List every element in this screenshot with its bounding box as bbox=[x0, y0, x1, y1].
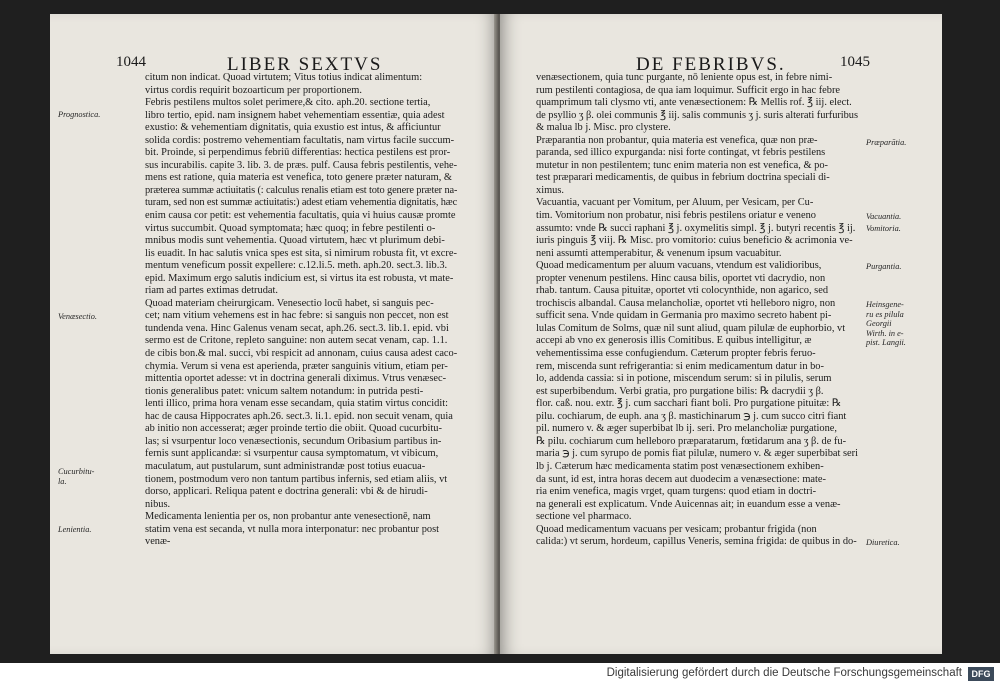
right-line: quamprimum tali clysmo vti, ante venæsectionem: ℞ Mellis rof. ℥ iij. elect. bbox=[536, 97, 852, 109]
margin-note-cucurbitulae-line1: Cucurbitu- bbox=[58, 467, 95, 476]
right-line: maria ℈ j. cum syrupo de pomis fiat pilulæ, numero v. & æger superbibat seri bbox=[536, 448, 858, 460]
right-line: de psyllio ʒ β. olei communis ℥ iij. salis communis ʒ j. suris alterati furfuribus bbox=[536, 109, 858, 121]
margin-note-diuretica: Diuretica. bbox=[866, 538, 900, 547]
left-line: mittentia oportet adesse: vt in doctrina generali diximus. Vtrus venæsec- bbox=[145, 373, 447, 385]
margin-note-cucurbitulae bbox=[58, 467, 94, 486]
footer-bar bbox=[0, 663, 1000, 685]
margin-note-heins-line2: ru es pilula bbox=[866, 309, 904, 319]
right-line: tim. Vomitorium non probatur, nisi febris pestilens oriatur e veneno bbox=[536, 210, 816, 222]
left-line: virtus cordis requirit bozoarticum per proportionem. bbox=[145, 84, 362, 96]
left-body-text bbox=[145, 72, 457, 549]
right-line: lb j. Cæterum hæc medicamenta statim post venæsectionem exhiben- bbox=[536, 460, 824, 472]
right-line: pilu. cochiarum, de euph. ana ʒ β. mastichinarum ℈ j. cum succo citri fiant bbox=[536, 410, 847, 422]
right-running-title: DE FEBRIBVS. bbox=[636, 54, 786, 75]
right-page-number: 1045 bbox=[840, 54, 870, 70]
left-line: dorso, applicari. Reliqua patent e doctrina generali: vbi & de hirudi- bbox=[145, 486, 428, 498]
right-body-text bbox=[536, 72, 858, 549]
right-line: rum pestilenti contagiosa, de qua iam loquimur. Sufficit ergo in hac febre bbox=[536, 84, 841, 96]
right-line: lulas Comitum de Solms, quæ nil sunt aliud, quam pilulæ de euphorbio, vt bbox=[536, 322, 846, 334]
right-line: Præparantia non probantur, quia materia est venefica, quæ non præ- bbox=[536, 134, 818, 146]
left-line: mentum veneficum possit expellere: c.12.li.5. meth. aph.20. sect.3. lib.3. bbox=[145, 260, 448, 272]
left-line: epid. Maximum ergo salutis indicium est, si virtus ita est robusta, vt mate- bbox=[145, 272, 454, 284]
right-line: lo, addenda cassia: si in potione, miscendum serum: si in pilulis, serum bbox=[536, 373, 832, 385]
right-line: neni assumti attemperabitur, & venenum ipsum vacuabitur. bbox=[536, 247, 782, 259]
left-line: virtus succumbit. Quoad symptomata; hæc quoq; in febre pestilenti o- bbox=[145, 222, 436, 234]
right-line: assumto: vnde ℞ succi raphani ℥ j. oxymelitis simpl. ℥ j. butyri recentis ℥ ij. bbox=[536, 222, 856, 234]
left-line: statim vena est secanda, vt nulla mora interponatur: nec probantur post bbox=[145, 523, 440, 535]
left-line: citum non indicat. Quoad virtutem; Vitus totius indicat alimentum: bbox=[145, 72, 423, 83]
right-line: ria enim venefica, magis vrget, quam turgens: quod etiam in doctri- bbox=[536, 486, 817, 498]
left-running-title: LIBER SEXTVS bbox=[227, 54, 383, 75]
left-line: lenti illico, prima hora venam esse secandam, quia statim virtus concidit: bbox=[145, 398, 448, 410]
left-line: exustio: & vehementiam dignitatis, quia exustio est intus, & afficiuntur bbox=[145, 122, 441, 134]
left-line: ab initio non accesserat; æger proinde tertio die obiit. Quoad cucurbitu- bbox=[145, 423, 442, 435]
left-line: cet; nam vitium vehemens est in hac febre: si sanguis non peccet, non est bbox=[145, 310, 449, 322]
right-line: rhab. tantum. Causa pituitæ, oportet vti colocynthide, non agarico, sed bbox=[536, 285, 829, 297]
right-line: calida:) vt serum, hordeum, capillus Veneris, semina frigida: de quibus in do- bbox=[536, 536, 857, 548]
left-line: venæ- bbox=[145, 536, 171, 548]
margin-note-praeparantia: Præparātia. bbox=[866, 138, 907, 147]
right-line: sectione vel pharmaco. bbox=[536, 511, 632, 523]
right-line: rem, miscenda sunt refrigerantia: si enim medicamentum datur in bo- bbox=[536, 360, 824, 372]
left-line: tionis generalibus patet: vnicum saltem notandum: in putrida pesti- bbox=[145, 385, 424, 397]
left-line: præterea summæ actiuitatis (: calculus renalis etiam est toto genere præter na- bbox=[145, 184, 457, 196]
right-line: iuris pinguis ℥ viij. ℞ Misc. pro vomitorio: cuius beneficio & acrimonia ve- bbox=[536, 235, 853, 247]
left-line: turam, sed non est summæ actiuitatis:) adest etiam vehementia dignitatis, hæc bbox=[145, 197, 457, 209]
left-line: sermo est de Critone, repleto sanguine: non autem secat venam, cap. 1.1. bbox=[145, 335, 448, 347]
margin-note-lenientia: Lenientia. bbox=[58, 525, 92, 534]
margin-note-prognostica: Prognostica. bbox=[58, 110, 101, 119]
left-line: riam ad partes extimas detrudat. bbox=[145, 285, 279, 297]
left-line: de cibis bon.& mal. succi, vbi respicit ad annonam, cuius causa adest caco- bbox=[145, 348, 457, 360]
left-line: nibus. bbox=[145, 498, 171, 510]
right-line: na generali est explicatum. Vnde Auicennas ait; in euandum esse a venæ- bbox=[536, 498, 841, 510]
right-line: propter venenum pestilens. Hinc causa bilis, oportet vti dacrydio, non bbox=[536, 272, 826, 284]
left-line: mens est ratione, quia materia est venefica, toto genere præter naturam, & bbox=[145, 172, 452, 184]
right-line: mutetur in non pestilentem; tunc enim materia non est venefica, & po- bbox=[536, 159, 829, 171]
right-line: & malua lb j. Misc. pro clystere. bbox=[536, 122, 671, 134]
left-line: las; si vsurpentur loco venæsectionis, secundum Oribasium partibus in- bbox=[145, 435, 442, 447]
right-line: da sunt, id est, intra horas decem aut duodecim a venæsectione: mate- bbox=[536, 473, 826, 485]
margin-note-vacuantia: Vacuantia. bbox=[866, 212, 902, 221]
margin-note-purgantia: Purgantia. bbox=[866, 262, 902, 271]
left-line: Quoad materiam cheirurgicam. Venesectio locū habet, si sanguis pec- bbox=[145, 297, 434, 309]
left-line: enim causa cor petit: est vehementia facultatis, quia vi huius causæ promte bbox=[145, 210, 456, 222]
right-line: Quoad medicamentum per aluum vacuans, vtendum est validioribus, bbox=[536, 260, 822, 272]
right-line: est superbibendum. Verbi gratia, pro purgatione bilis: ℞ dacrydii ʒ β. bbox=[536, 385, 824, 397]
margin-note-vomitoria: Vomitoria. bbox=[866, 224, 901, 233]
margin-note-heins-line4: Wirth. in e- bbox=[866, 328, 904, 338]
margin-note-heins-line5: pist. Langii. bbox=[866, 338, 906, 347]
left-line: bit. Proinde, si perpendimus febriū differentias: hectica pestilens est pror- bbox=[145, 147, 451, 159]
right-line: Quoad medicamentum vacuans per vesicam; probantur frigida (non bbox=[536, 523, 817, 535]
right-line: accepi ab vno ex generosis illis Comitibus. E quibus intelligitur, æ bbox=[536, 335, 812, 347]
right-line: paranda, sed illico expurganda: nisi forte contingat, vt febris pestilens bbox=[536, 147, 826, 159]
margin-note-venaesectio: Venæsectio. bbox=[58, 312, 97, 321]
dfg-logo: DFG bbox=[968, 667, 994, 681]
left-line: Febris pestilens multos solet perimere,& cito. aph.20. sectione tertia, bbox=[145, 97, 431, 109]
left-line: tundenda vena. Hinc Galenus venam secat, aph.26. sect.3. lib.1. epid. vbi bbox=[145, 322, 449, 334]
left-page bbox=[50, 14, 497, 654]
margin-note-cucurbitulae-line2: la. bbox=[58, 476, 67, 486]
right-line: test præparari medicamentis, de quibus in febrium doctrina speciali di- bbox=[536, 172, 830, 184]
left-line: maculatum, aut pustularum, sunt administrandæ post totius euacua- bbox=[145, 460, 426, 472]
right-line: vehementissima esse confugiendum. Cæterum propter febris feruo- bbox=[536, 348, 816, 360]
left-page-number: 1044 bbox=[116, 54, 146, 70]
right-page bbox=[500, 14, 942, 654]
left-line: sus incurabilis. capite 3. lib. 3. de præs. pulf. Causa febris pestilentis, vehe- bbox=[145, 159, 457, 171]
right-line: pil. numero v. & æger superbibat lb ij. seri. Pro melancholiæ purgatione, bbox=[536, 423, 837, 435]
margin-note-heins-line1: Heinsgene- bbox=[866, 300, 904, 309]
right-line: sufficit sena. Vnde quidam in Germania pro maximo secreto habent pi- bbox=[536, 310, 832, 322]
left-line: lis euadit. In hac salutis vnica spes est sita, si nimirum robusta fit, vt excre- bbox=[145, 247, 457, 259]
right-line: trochiscis albandal. Causa melancholiæ, oportet vti helleboro nigro, non bbox=[536, 297, 836, 309]
footer-credit: Digitalisierung gefördert durch die Deutsche Forschungsgemeinschaft bbox=[606, 667, 962, 679]
left-line: mnibus modis sunt vehementia. Quoad virtutem, hæc vt plurimum debi- bbox=[145, 235, 445, 247]
left-line: fernis sunt applicandæ: si vsurpentur causa symptomatum, vt vibicum, bbox=[145, 448, 439, 460]
right-line: ℞ pilu. cochiarum cum helleboro præparatarum, fœtidarum ana ʒ β. de fu- bbox=[536, 435, 847, 447]
left-line: solida cordis: postremo vehementiam facultatis, nam virtus facile succum- bbox=[145, 134, 455, 146]
left-line: hac de causa Hippocrates aph.26. sect.3. li.1. epid. non secuit venam, quia bbox=[145, 410, 453, 422]
left-line: libro tertio, epid. nam insignem habet vehementiam essentiæ, quia adest bbox=[145, 109, 445, 121]
right-line: venæsectionem, quia tunc purgante, nō leniente opus est, in febre nimi- bbox=[536, 72, 833, 83]
right-line: Vacuantia, vacuant per Vomitum, per Aluum, per Vesicam, per Cu- bbox=[536, 197, 814, 209]
margin-note-heins-line3: Georgii bbox=[866, 319, 892, 328]
margin-note-heins bbox=[866, 300, 906, 348]
left-line: chymia. Verum si vena est aperienda, præter sanguinis vitium, etiam per- bbox=[145, 360, 448, 372]
right-line: ximus. bbox=[536, 184, 565, 196]
left-line: Medicamenta lenientia per os, non probantur ante venesectionē, nam bbox=[145, 511, 431, 523]
left-line: tionem, postmodum vero non tantum partibus infernis, sed etiam aliis, vt bbox=[145, 473, 448, 485]
right-line: flor. caß. nou. extr. ℥ j. cum sacchari fiant boli. Pro purgatione pituitæ: ℞ bbox=[536, 398, 842, 410]
